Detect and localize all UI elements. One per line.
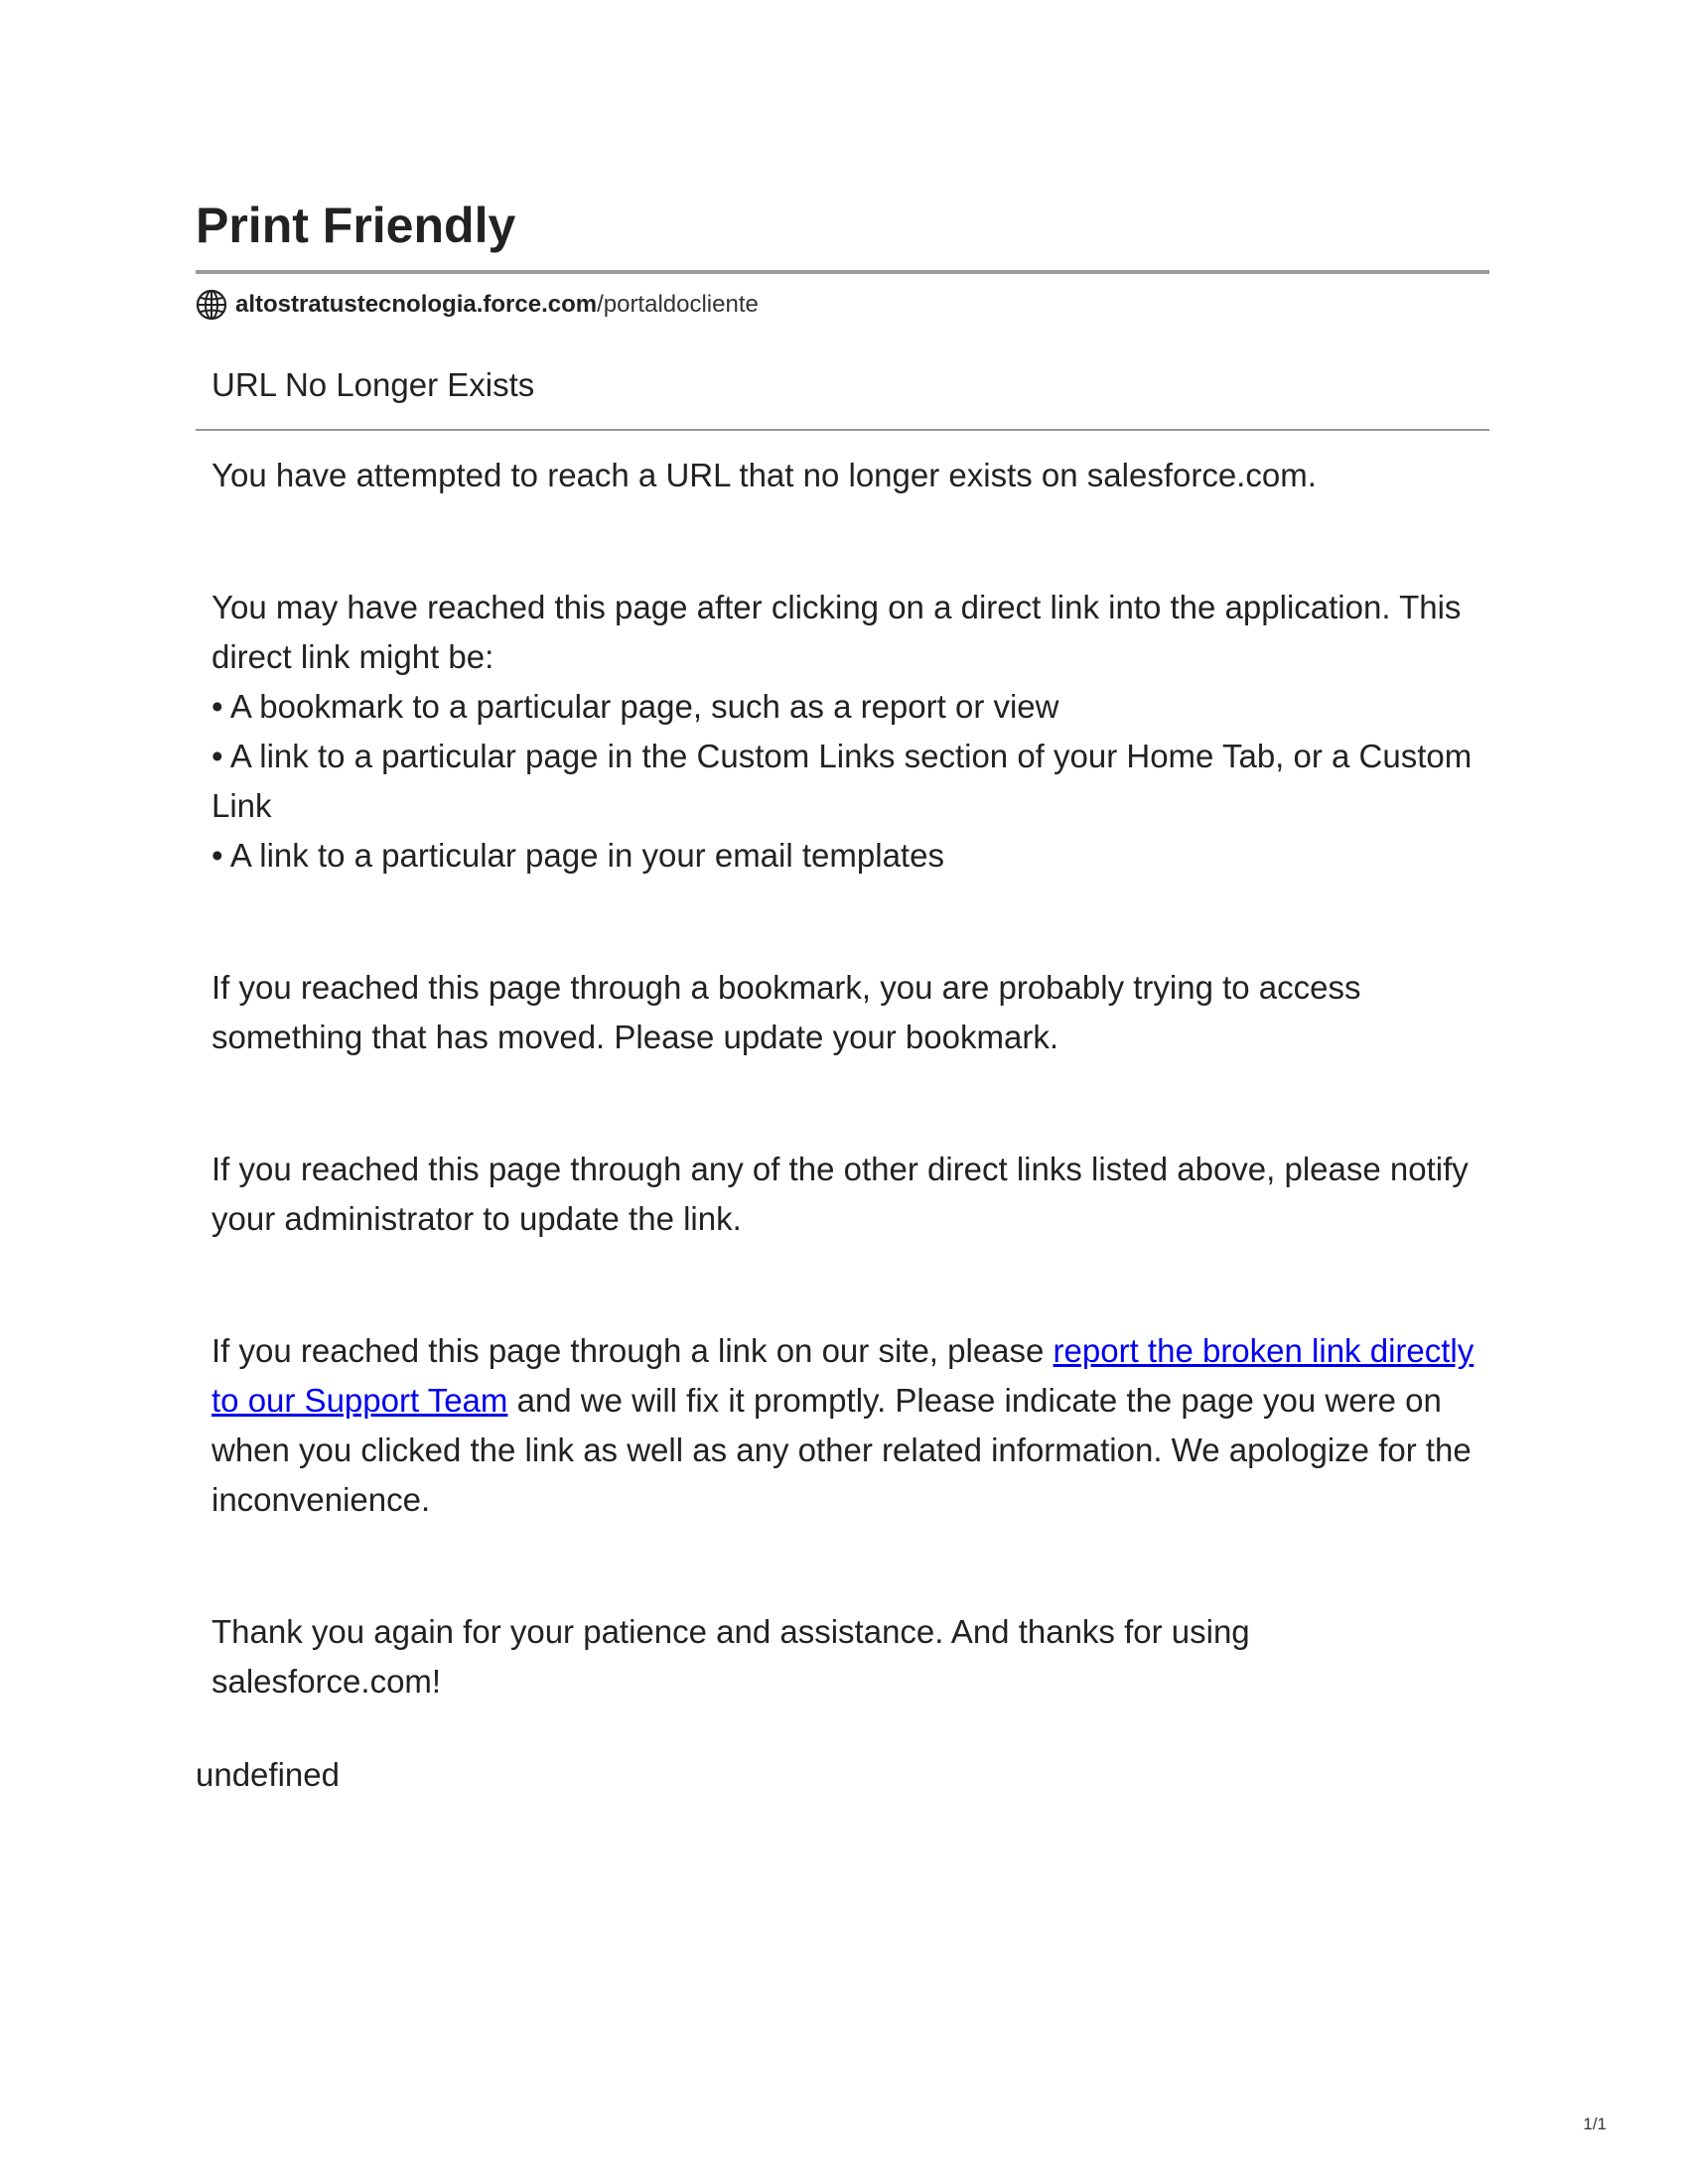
globe-icon: [196, 289, 227, 321]
title-divider: [196, 270, 1489, 274]
error-heading: URL No Longer Exists: [211, 366, 535, 403]
article-body: [196, 451, 1489, 1706]
paragraph-direct-link: [211, 583, 1479, 881]
footer-text: undefined: [196, 1756, 340, 1793]
page-title: Print Friendly: [196, 198, 516, 253]
document-page: [196, 194, 1489, 1800]
report-text-after: and we will fix it promptly. Please indicate the page you were on when you clicked the link as well as any other related information. We apologize for the inconvenience.: [211, 1382, 1472, 1518]
heading-divider: [196, 429, 1489, 431]
source-domain: altostratustecnologia.force.com: [235, 291, 598, 318]
list-item: • A link to a particular page in your email templates: [211, 837, 944, 874]
report-text-before: If you reached this page through a link on our site, please: [211, 1332, 1054, 1369]
paragraph-report: [211, 1326, 1479, 1525]
list-item: • A link to a particular page in the Custom Links section of your Home Tab, or a Custom Link: [211, 738, 1473, 824]
page-number: 1/1: [1583, 2115, 1607, 2133]
article-content: [196, 361, 1489, 1800]
report-broken-link[interactable]: report the broken link directly to our Support Team: [211, 1332, 1475, 1419]
paragraph-url-missing: You have attempted to reach a URL that no longer exists on salesforce.com.: [211, 457, 1317, 493]
paragraph-notify-admin: If you reached this page through any of the other direct links listed above, please notify your administrator to update the link.: [211, 1151, 1469, 1237]
paragraph-thank-you: Thank you again for your patience and assistance. And thanks for using salesforce.com!: [211, 1613, 1250, 1700]
source-url: [196, 288, 1489, 322]
paragraph-bookmark: If you reached this page through a bookmark, you are probably trying to access something that has moved. Please update your bookmark.: [211, 969, 1361, 1055]
list-item: • A bookmark to a particular page, such as a report or view: [211, 688, 1059, 725]
direct-link-intro: You may have reached this page after clicking on a direct link into the application. This direct link might be:: [211, 589, 1462, 675]
source-path: /portaldocliente: [597, 291, 759, 318]
